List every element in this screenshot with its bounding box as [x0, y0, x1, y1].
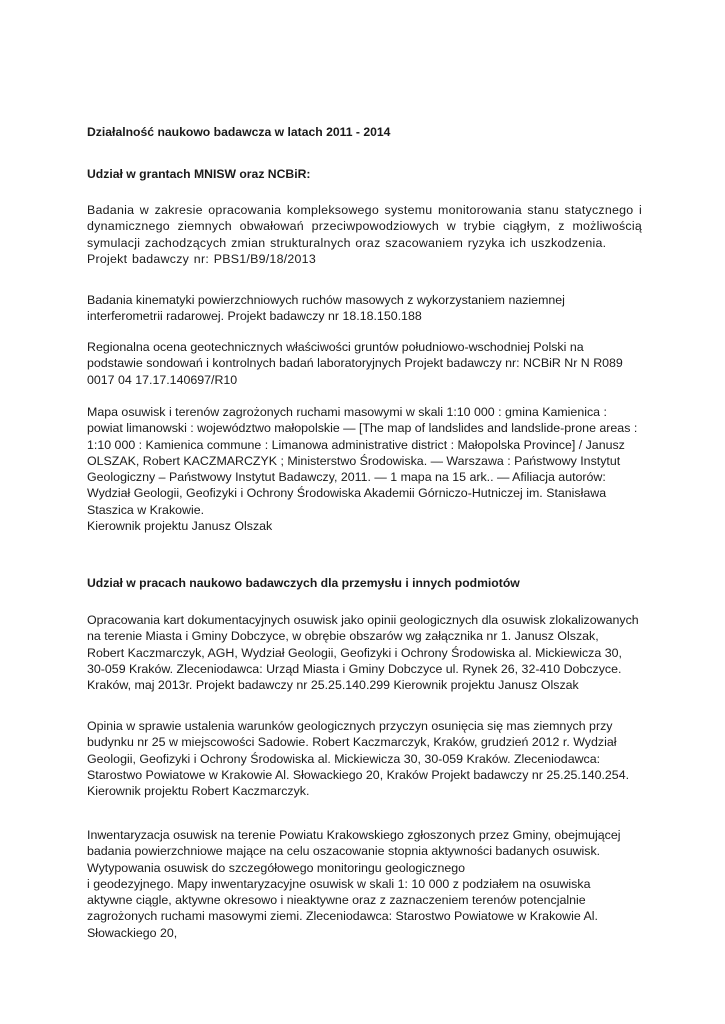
- industry-item-dobczyce: Opracowania kart dokumentacyjnych osuwisk jako opinii geologicznych dla osuwisk zlokalizowanych na terenie Miasta i Gminy Dobczyce, w obrębie obszarów wg załącznika nr 1. Janusz Olszak, Robert Kaczmarczyk, AGH, Wydział Geologii, Geofizyki i Ochrony Środowiska al. Mickiewicza 30, 30-059 Kraków. Zleceniodawca: Urząd Miasta i Gminy Dobczyce ul. Rynek 26, 32-410 Dobczyce. Kraków, maj 2013r. Projekt badawczy nr 25.25.140.299 Kierownik projektu Janusz Olszak: [87, 613, 639, 693]
- grants-heading: Udział w grantach MNISW oraz NCBiR:: [87, 167, 311, 181]
- grant-description: Badania w zakresie opracowania kompleksowego systemu monitorowania stanu statycznego i dynamicznego ziemnych obwałowań przeciwpowodziowych w trybie ciągłym, z możliwością symulacji zachodzących zmian strukturalnych oraz szacowaniem ryzyka ich uszkodzenia.: [87, 203, 642, 250]
- grant-item-geotechnical-assessment: Regionalna ocena geotechnicznych właściwości gruntów południowo-wschodniej Polski na podstawie sondowań i kontrolnych badań laboratoryjnych Projekt badawczy nr: NCBiR Nr N R089 0017 04 17.17.140697/R10: [87, 340, 623, 387]
- page-title: Działalność naukowo badawcza w latach 2011 - 2014: [87, 125, 391, 139]
- inventory-text-part1: Inwentaryzacja osuwisk na terenie Powiatu Krakowskiego zgłoszonych przez Gminy, obejmującej badania powierzchniowe mające na celu oszacowanie stopnia aktywności badanych osuwisk. Wytypowania osuwisk do szczegółowego monitoringu geologicznego: [87, 828, 621, 875]
- industry-heading: Udział w pracach naukowo badawczych dla przemysłu i innych podmiotów: [87, 576, 520, 590]
- map-description: Mapa osuwisk i terenów zagrożonych ruchami masowymi w skali 1:10 000 : gmina Kamienica : powiat limanowski : województwo małopolskie — [The map of landslides and landslide-prone areas : 1:10 000 : Kamienica commune : Limanowa administrative district : Małopolska Province] / Janusz OLSZAK, Robert KACZMARCZYK ; Ministerstwo Środowiska. — Warszawa : Państwowy Instytut Geologiczny – Państwowy Instytut Badawczy, 2011. — 1 mapa na 15 ark.. — Afiliacja autorów: Wydział Geologii, Geofizyki i Ochrony Środowiska Akademii Górniczo-Hutniczej im. Stanisława Staszica w Krakowie.: [87, 405, 638, 517]
- grant-item-landslide-map: [87, 404, 639, 534]
- industry-item-krakow-inventory: [87, 827, 639, 941]
- project-manager: Kierownik projektu Janusz Olszak: [87, 519, 273, 534]
- industry-item-sadowie: Opinia w sprawie ustalenia warunków geologicznych przyczyn osunięcia się mas ziemnych przy budynku nr 25 w miejscowości Sadowie. Robert Kaczmarczyk, Kraków, grudzień 2012 r. Wydział Geologii, Geofizyki i Ochrony Środowiska al. Mickiewicza 30, 30-059 Kraków. Zleceniodawca: Starostwo Powiatowe w Krakowie Al. Słowackiego 20, Kraków Projekt badawczy nr 25.25.140.254. Kierownik projektu Robert Kaczmarczyk.: [87, 719, 630, 799]
- inventory-text-part2: i geodezyjnego. Mapy inwentaryzacyjne osuwisk w skali 1: 10 000 z podziałem na osuwiska aktywne ciągle, aktywne okresowo i nieaktywne oraz z zaznaczeniem terenów potencjalnie zagrożonych ruchami masowymi ziemi. Zleceniodawca: Starostwo Powiatowe w Krakowie Al. Słowackiego 20,: [87, 876, 598, 940]
- grant-item-radar-interferometry: Badania kinematyki powierzchniowych ruchów masowych z wykorzystaniem naziemnej interferometrii radarowej. Projekt badawczy nr 18.18.150.188: [87, 293, 565, 324]
- grant-project-number: Projekt badawczy nr: PBS1/B9/18/2013: [87, 251, 316, 266]
- grant-item-monitoring: [87, 202, 642, 267]
